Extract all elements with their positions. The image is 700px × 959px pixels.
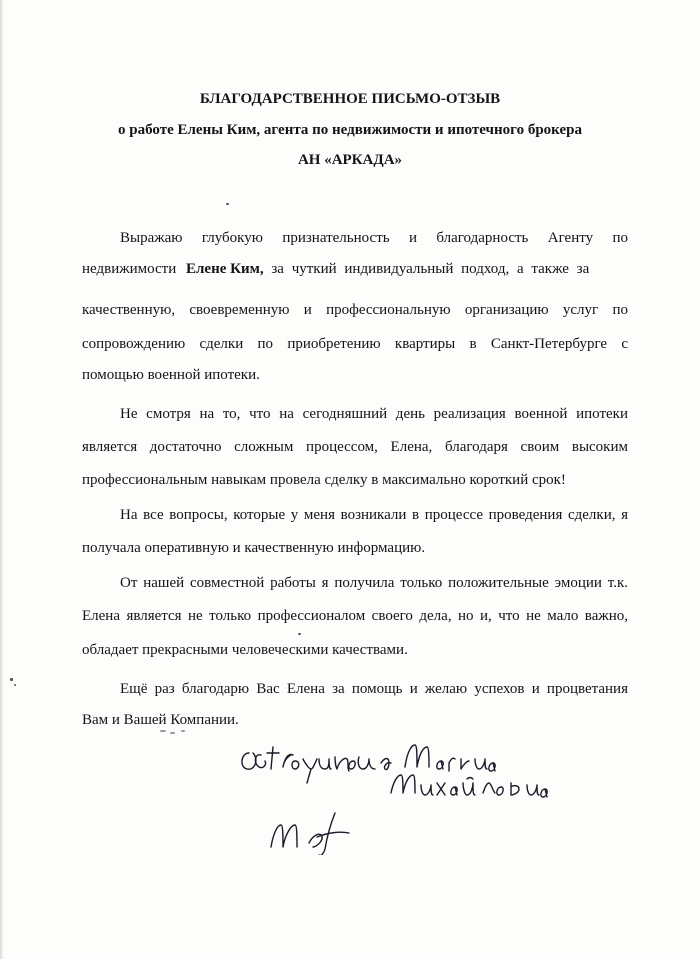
paragraph-5-line-2: Вам и Вашей Компании.: [82, 712, 239, 728]
stray-pen-mark: [160, 730, 166, 732]
signature-drawing: [235, 735, 595, 855]
paragraph-1-line-4: сопровождению сделки по приобретению квартиры в Санкт-Петербурге с: [82, 336, 628, 352]
paragraph-1-line-1: Выражаю глубокую признательность и благодарность Агенту по: [120, 230, 628, 246]
paragraph-2-line-1: Не смотря на то, что на сегодняшний день реализация военной ипотеки: [120, 406, 628, 422]
paragraph-4-line-3: обладает прекрасными человеческими качествами.: [82, 642, 408, 658]
paragraph-1-line-5: помощью военной ипотеки.: [82, 367, 260, 383]
paragraph-1-text: недвижимости: [82, 261, 177, 277]
paragraph-3-line-2: получала оперативную и качественную информацию.: [82, 540, 426, 556]
paragraph-2-line-3: профессиональным навыкам провела сделку в максимально короткий срок!: [82, 472, 566, 488]
agent-name-bold: Елене Ким,: [185, 261, 264, 277]
paragraph-3-line-1: На все вопросы, которые у меня возникали в процессе проведения сделки, я: [120, 507, 628, 523]
scan-speck: [298, 633, 301, 635]
stray-pen-mark: [181, 730, 185, 732]
letter-title: БЛАГОДАРСТВЕННОЕ ПИСЬМО-ОТЗЫВ: [199, 91, 501, 107]
scan-edge: [0, 0, 3, 959]
paragraph-1-text: за чуткий индивидуальный подход, а также за: [271, 261, 590, 277]
paragraph-1-line-2: [82, 259, 628, 279]
paragraph-4-line-1: От нашей совместной работы я получила только положительные эмоции т.к.: [120, 575, 628, 591]
scan-speck: [226, 203, 229, 205]
agency-name: АН «АРКАДА»: [297, 152, 403, 168]
paragraph-5-line-1: Ещё раз благодарю Вас Елена за помощь и желаю успехов и процветания: [120, 681, 628, 697]
scan-speck: [10, 678, 13, 681]
paragraph-4-line-2: Елена является не только профессионалом своего дела, но и, что не мало важно,: [82, 608, 628, 624]
scan-speck: [14, 684, 16, 686]
handwritten-signature: [235, 735, 595, 855]
stray-pen-mark: [170, 732, 175, 734]
letter-subtitle: о работе Елены Ким, агента по недвижимости и ипотечного брокера: [118, 122, 582, 138]
paragraph-2-line-2: является достаточно сложным процессом, Елена, благодаря своим высоким: [82, 439, 628, 455]
paragraph-1-line-3: качественную, своевременную и профессиональную организацию услуг по: [82, 302, 628, 318]
